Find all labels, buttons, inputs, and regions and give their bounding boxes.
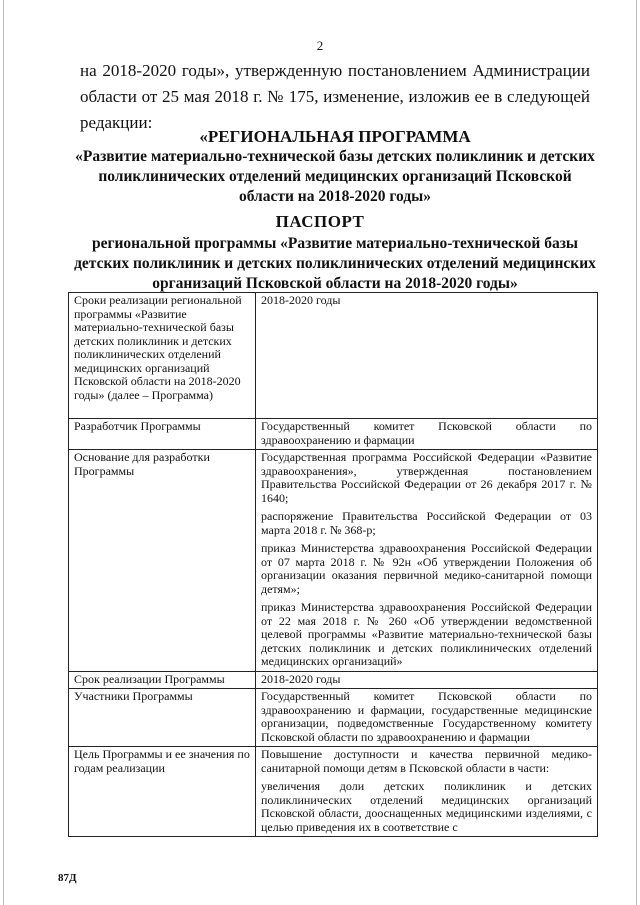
program-title-line: области на 2018-2020 годы» — [238, 188, 432, 205]
program-title — [70, 127, 600, 207]
row-value — [256, 419, 598, 450]
passport-subtitle-line: региональной программы «Развитие материально-технической базы — [91, 235, 579, 252]
passport-subtitle — [70, 234, 600, 294]
intro-line: на 2018-2020 годы», утвержденную постановлением Администрации — [80, 61, 590, 80]
footer-code: 87Д — [58, 872, 77, 884]
table-row — [69, 293, 598, 419]
page-right-edge — [636, 0, 637, 905]
row-value-paragraph: 2018-2020 годы — [261, 671, 341, 686]
row-value — [256, 689, 598, 747]
program-title-line: поликлинических отделений медицинских организаций Псковской — [98, 168, 572, 185]
table-row — [69, 450, 598, 672]
row-value-paragraph: Государственная программа Российской Федерации «Развитие здравоохранения», утвержденная постановлением Правительства Российской Федерации от 26 декабря 2017 г. № 1640; — [261, 450, 592, 505]
intro-paragraph — [80, 58, 590, 136]
row-value-paragraph: Государственный комитет Псковской области по здравоохранению и фармации — [261, 419, 592, 447]
passport-heading: ПАСПОРТ — [275, 212, 365, 231]
row-value — [256, 450, 598, 672]
table-row — [69, 419, 598, 450]
row-value-paragraph: Государственный комитет Псковской области по здравоохранению и фармации, государственные медицинские организации, подведомственные Государственному комитету Псковской области по здравоохранению и фармации — [261, 689, 592, 744]
passport-subtitle-line: организаций Псковской области на 2018-2020 годы» — [152, 275, 518, 292]
row-value-paragraph: 2018-2020 годы — [261, 293, 341, 307]
table-row — [69, 747, 598, 837]
row-label: Участники Программы — [69, 689, 256, 747]
row-value — [256, 747, 598, 837]
row-value-paragraph: приказ Министерства здравоохранения Российской Федерации от 07 марта 2018 г. № 92н «Об утверждении Положения об организации оказания первичной медико-санитарной помощи детям»; — [261, 541, 592, 596]
row-value — [256, 671, 598, 689]
table-row — [69, 671, 598, 689]
passport-table — [68, 292, 598, 837]
passport-subtitle-line: детских поликлиник и детских поликлинических отделений медицинских — [74, 255, 596, 272]
program-title-heading: «РЕГИОНАЛЬНАЯ ПРОГРАММА — [199, 127, 471, 146]
page-number: 2 — [316, 38, 324, 53]
intro-line: редакции: — [80, 113, 153, 132]
row-label: Цель Программы и ее значения по годам реализации — [69, 747, 256, 837]
row-value-paragraph: увеличения доли детских поликлиник и детских поликлинических отделений медицинских организаций Псковской области, дооснащенных медицинскими изделиями, с целью приведения их в соответствие с — [261, 779, 592, 834]
row-value-paragraph: распоряжение Правительства Российской Федерации от 03 марта 2018 г. № 368-р; — [261, 509, 592, 537]
table-row — [69, 689, 598, 747]
intro-line: области от 25 мая 2018 г. № 175, изменение, изложив ее в следующей — [80, 87, 590, 106]
row-label: Основание для разработки Программы — [69, 450, 256, 672]
row-value-paragraph: приказ Министерства здравоохранения Российской Федерации от 22 мая 2018 г. № 260 «Об утверждении ведомственной целевой программы «Развитие материально-технической базы детских поликлиник и детских поликлинических отделений медицинских организаций» — [261, 600, 592, 668]
row-label: Срок реализации Программы — [69, 671, 256, 689]
row-value-paragraph: Повышение доступности и качества первичной медико-санитарной помощи детям в Псковской области в части: — [261, 747, 592, 775]
program-title-line: «Развитие материально-технической базы детских поликлиник и детских — [75, 148, 595, 165]
page-left-edge — [3, 0, 4, 905]
row-label: Сроки реализации региональной программы «Развитие материально-технической базы детских поликлиник и детских поликлинических отделений медицинских организаций Псковской области на 2018-2020 годы» (далее – Программа) — [69, 293, 256, 419]
row-label: Разработчик Программы — [69, 419, 256, 450]
row-value — [256, 293, 598, 419]
